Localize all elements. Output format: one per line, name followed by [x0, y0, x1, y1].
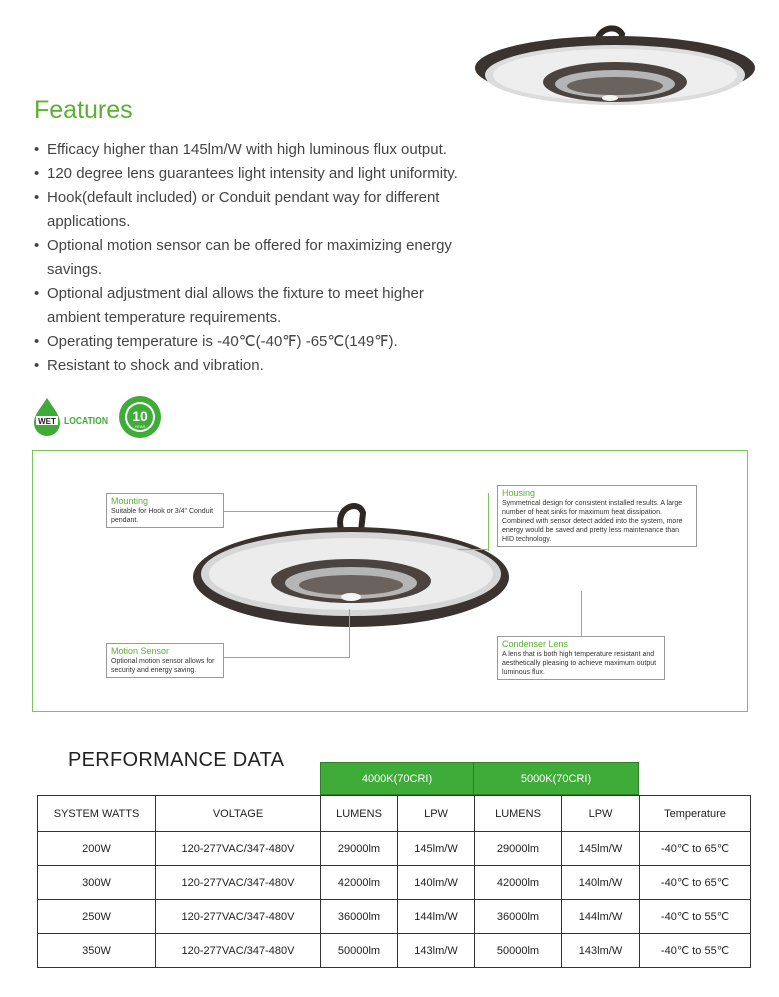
cell-lpw: 140lm/W [398, 866, 475, 900]
mounting-text: Suitable for Hook or 3/4" Conduit pendant. [111, 508, 214, 524]
diagram-lamp-image [191, 499, 521, 659]
cell-watts: 200W [38, 832, 156, 866]
lens-leader [581, 591, 582, 637]
warranty-number: 10 [132, 408, 148, 424]
cell-lumens: 29000lm [475, 832, 562, 866]
mounting-title: Mounting [111, 496, 149, 506]
motion-sensor-text: Optional motion sensor allows for security and energy saving. [111, 658, 215, 674]
housing-leader-v [488, 493, 489, 551]
component-diagram [32, 450, 748, 712]
cell-temperature: -40℃ to 55℃ [640, 900, 751, 934]
feature-item: • Optional adjustment dial allows the fixture to meet higher ambient temperature requirements. [34, 282, 474, 330]
feature-item: • Resistant to shock and vibration. [34, 354, 474, 378]
housing-leader-h [458, 549, 489, 550]
warranty-unit: YEAR [134, 424, 146, 429]
cell-watts: 300W [38, 866, 156, 900]
cell-temperature: -40℃ to 55℃ [640, 934, 751, 968]
condenser-lens-callout [497, 636, 665, 680]
cell-lumens: 36000lm [321, 900, 398, 934]
mounting-callout [106, 493, 224, 528]
cct-4000k-header: 4000K(70CRI) [320, 762, 474, 795]
cell-voltage: 120-277VAC/347-480V [156, 866, 321, 900]
mounting-leader [224, 511, 339, 512]
header-lpw-4000k: LPW [398, 796, 475, 832]
table-row [38, 832, 751, 866]
cell-watts: 350W [38, 934, 156, 968]
performance-title: PERFORMANCE DATA [68, 749, 285, 771]
location-label: LOCATION [64, 416, 108, 427]
features-title: Features [34, 96, 133, 124]
cell-lumens: 36000lm [475, 900, 562, 934]
cell-temperature: -40℃ to 65℃ [640, 866, 751, 900]
housing-callout [497, 485, 697, 547]
header-voltage: VOLTAGE [156, 796, 321, 832]
table-header-row [38, 796, 751, 832]
cell-lumens: 42000lm [475, 866, 562, 900]
cell-lpw: 144lm/W [398, 900, 475, 934]
cell-lpw: 144lm/W [562, 900, 640, 934]
cell-lpw: 145lm/W [562, 832, 640, 866]
condenser-lens-text: A lens that is both high temperature resistant and aesthetically pleasing to achieve maximum output luminous flux. [502, 651, 657, 676]
cell-lpw: 140lm/W [562, 866, 640, 900]
feature-item: • 120 degree lens guarantees light intensity and light uniformity. [34, 162, 474, 186]
cell-lumens: 50000lm [321, 934, 398, 968]
cell-lumens: 50000lm [475, 934, 562, 968]
condenser-lens-title: Condenser Lens [502, 639, 569, 649]
feature-item: • Optional motion sensor can be offered for maximizing energy savings. [34, 234, 474, 282]
cell-lpw: 143lm/W [562, 934, 640, 968]
feature-item: • Operating temperature is -40℃(-40℉) -65℃(149℉). [34, 330, 474, 354]
cell-temperature: -40℃ to 65℃ [640, 832, 751, 866]
table-row [38, 934, 751, 968]
cell-voltage: 120-277VAC/347-480V [156, 900, 321, 934]
cell-voltage: 120-277VAC/347-480V [156, 832, 321, 866]
table-row [38, 900, 751, 934]
table-row [38, 866, 751, 900]
features-list [34, 138, 474, 378]
header-temperature: Temperature [640, 796, 751, 832]
performance-table [37, 795, 751, 968]
wet-label: WET [38, 417, 56, 426]
header-lumens-4000k: LUMENS [321, 796, 398, 832]
header-system-watts: SYSTEM WATTS [38, 796, 156, 832]
warranty-badge [118, 395, 162, 439]
cell-voltage: 120-277VAC/347-480V [156, 934, 321, 968]
feature-item: • Efficacy higher than 145lm/W with high luminous flux output. [34, 138, 474, 162]
cell-lumens: 29000lm [321, 832, 398, 866]
cell-lpw: 145lm/W [398, 832, 475, 866]
wet-location-badge [32, 395, 112, 437]
cell-lumens: 42000lm [321, 866, 398, 900]
housing-text: Symmetrical design for consistent installed results. A large number of heat sinks for maximum heat dissipation. Combined with sensor detect added into the system, more energy would be saved and pretty less maintenance than HID technology. [502, 500, 683, 543]
header-lumens-5000k: LUMENS [475, 796, 562, 832]
cell-watts: 250W [38, 900, 156, 934]
cell-lpw: 143lm/W [398, 934, 475, 968]
cct-5000k-header: 5000K(70CRI) [473, 762, 639, 795]
motion-leader-h [224, 657, 350, 658]
housing-title: Housing [502, 488, 536, 498]
motion-sensor-title: Motion Sensor [111, 646, 170, 656]
motion-leader-v [349, 609, 350, 657]
motion-sensor-callout [106, 643, 224, 678]
highbay-lamp-image [470, 20, 760, 135]
header-lpw-5000k: LPW [562, 796, 640, 832]
feature-item: • Hook(default included) or Conduit pendant way for different applications. [34, 186, 474, 234]
